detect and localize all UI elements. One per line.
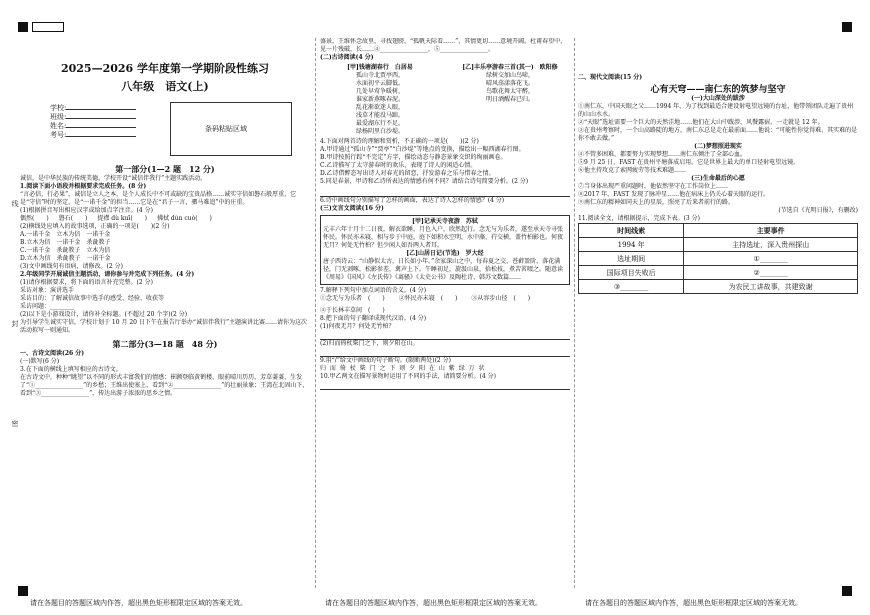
q2-item[interactable]: 采访问题：________ <box>20 303 75 310</box>
q1-passage: “言必信，行必果”，诚信是立人之本，是个人成长中不可或缺的宝贵品格……诚实守信如磐石般厚重，它是“守信”时的坚定，是“一诺千金”的担当……它是在“君子一言，驷马难追”中的庄重。 <box>20 191 297 206</box>
q1-sub2-option: D.立木为信 杀彘教子 一诺千金 <box>20 255 111 262</box>
blank[interactable]: 偶然( ) <box>20 215 49 222</box>
q1-sub2-option: C.一诺千金 杀彘教子 立木为信 <box>20 247 111 254</box>
q7-items <box>320 295 570 315</box>
q2-item: (1)请你根据要求，将下面的语言补充完整。(2 分) <box>20 279 153 286</box>
q4-prompt: 4.下面对两首诗的理解和赏析，不正确的一项是( )(2 分) <box>320 138 479 145</box>
paragraph: ⑥他主持攻克了索网疲劳等技术难题…… <box>578 167 687 174</box>
subheading-1: (一)大山深处的跋涉 <box>691 95 745 102</box>
classical-passages <box>320 215 570 285</box>
table-row: 国际项目失败后 ②________ <box>579 266 858 280</box>
q7-item[interactable]: ③从容步山径 ( ) <box>471 295 531 302</box>
q8-prompt: 8.把下面的句子翻译成现代汉语。(4 分) <box>320 315 427 322</box>
answer-line[interactable] <box>320 331 570 340</box>
timeline-table <box>578 223 858 294</box>
column-3 <box>578 38 858 586</box>
poem-1 <box>320 64 440 136</box>
q8-item: (2)归而倚杖柴门之下，则夕阳在山。 <box>320 340 419 347</box>
side-label-secret: 密 <box>11 420 19 427</box>
poem-2 <box>450 64 570 136</box>
poem-line: 乱花渐欲迷人眼， <box>355 104 404 111</box>
poem-line: 晴风荡漾落花飞。 <box>485 80 534 87</box>
q7-item[interactable]: ①念无与为乐者 ( ) <box>320 295 385 302</box>
poem-line: 绿杨阴里白沙堤。 <box>355 128 404 135</box>
poem-line: 最爱湖东行不足， <box>355 120 404 127</box>
q10-prompt: 10.甲乙两文在描写景物时运用了不同的手法，请简要分析。(4 分) <box>320 373 496 380</box>
footer-note: 请在各题目的答题区域内作答，超出黑色矩形框限定区域的答案无效。 <box>30 599 247 607</box>
poem-line: 明日酒醒春已归。 <box>485 96 534 103</box>
table-header: 主要事件 <box>684 224 858 238</box>
paragraph: ③在贵州考察时，一个山高路陡的地方，南仁东总是走在最前面……他说：“可能性你觉得难，其实难的是你不敢去做。” <box>578 127 858 142</box>
q2-item: 采访目的：了解诚信故事中选手的感受、经验、收获等 <box>20 295 165 302</box>
blank[interactable]: 捉襟 dù kuī( ) <box>97 215 147 222</box>
marker-box <box>32 22 64 32</box>
passage-a-title: [甲]记承天寺夜游 苏轼 <box>412 218 478 225</box>
paragraph: ⑧2017 年，FAST 发现了脉冲星……他在病床上仍关心着天眼的运行。 <box>578 191 770 198</box>
part1-heading: 第一部分(1—2 题 12 分) <box>115 164 215 174</box>
student-fields <box>50 104 160 140</box>
q4-option: D.乙诗借醉态写出诗人对春光的留恋，抒发游春之乐与惜春之情。 <box>320 170 495 177</box>
paragraph: ④不管多困难，都要努力实现梦想……南仁东倾注了全部心血。 <box>578 151 747 158</box>
q7-item[interactable]: ④于长林丰草间 ( ) <box>320 307 385 314</box>
q7-prompt: 7.解释下列句中加点词语的含义。(4 分) <box>320 287 427 294</box>
subject-title: 八年级 语文(上) <box>121 80 209 93</box>
q1-sub1: (1)根据拼音写出相应汉字或给加点字注音。(4 分) <box>20 207 153 214</box>
modern-section: 二、现代文阅读(15 分) <box>578 74 643 81</box>
blank[interactable]: 磐石( ) <box>58 215 88 222</box>
poem-line: 鸟歌花舞太守醉， <box>485 88 534 95</box>
q1-blanks <box>20 215 310 223</box>
poem-line: 谁家新燕啄春泥。 <box>355 96 404 103</box>
field-school[interactable]: 学校: <box>50 104 160 113</box>
exam-title: 2025—2026 学年度第一学期阶段性练习 <box>60 62 270 75</box>
q1-prompt: 1.阅读下面小语段并根据要求完成任务。(8 分) <box>20 183 147 190</box>
side-label-line: 线 <box>11 200 19 207</box>
q8-item: (1)何夜无月？何处无竹柏？ <box>320 323 395 330</box>
paragraph: ⑦当身体出现严重问题时，他依然坚守在工作岗位上…… <box>578 183 729 190</box>
registration-mark <box>18 586 28 596</box>
paragraph: ①南仁东，中国天眼之父……1994 年，为了找到最适合建设射电望远镜的台址，他带领团队走遍了贵州的山山水水。 <box>578 103 854 118</box>
side-label-seal: 封 <box>11 320 19 327</box>
info-area <box>20 100 310 164</box>
q11-prompt: 11.阅读全文，请根据提示，完成下表。(3 分) <box>578 215 700 222</box>
poem-2-title: [乙]丰乐亭游春三首(其一) 欧阳修 <box>462 64 558 71</box>
poem-line: 孤山寺北贾亭西， <box>355 72 404 79</box>
part2-section-1: 一、古诗文阅读(26 分) <box>20 350 85 357</box>
poem-line: 绿树交加山鸟啼， <box>485 72 534 79</box>
q6-prompt: 6.诗中画线句分别描写了怎样的画面，表达了诗人怎样的情感？(4 分) <box>320 197 505 204</box>
passage-b: 唐子西诗云：“山静似太古，日长如小年。”余家深山之中，每春夏之交，苍藓盈阶，落花满径，门无剥啄，松影参差，禽声上下。午睡初足，旋汲山泉，拾松枝，煮苦茗啜之。随意读《周易》《国风》《左氏传》《离骚》《太史公书》及陶杜诗、韩苏文数篇…… <box>323 258 564 281</box>
answer-line[interactable] <box>320 186 570 197</box>
classical-section: (三)文言文阅读(16 分) <box>320 205 384 212</box>
q9-text[interactable]: 归 而 倚 杖 柴 门 之 下 则 夕 阳 在 山 紫 绿 万 状 <box>320 365 486 372</box>
q2-item: 采访对象：演讲选手 <box>20 287 75 294</box>
q1-sub2-option: B.立木为信 一诺千金 杀彘教子 <box>20 239 111 246</box>
poems <box>320 64 570 136</box>
registration-mark <box>842 586 852 596</box>
q1-sub3: (3)文中画线句有语病，请修改。(2 分) <box>20 263 123 270</box>
column-1 <box>20 38 310 586</box>
field-name[interactable]: 姓名: <box>50 122 160 131</box>
blank[interactable]: 拂拭 dùn cuò( ) <box>157 215 212 222</box>
q1-sub2: (2)横线处应填入的故事选项，正确的一项是( )(2 分) <box>20 223 170 230</box>
q1-sub2-option: A.一诺千金 立木为信 一诺千金 <box>20 231 111 238</box>
subheading-2: (二)梦想照进现实 <box>694 143 742 150</box>
q3-prompt: 3.在下面的横线上填写相应的古诗文。 <box>20 366 122 373</box>
q7-item[interactable]: ②怀民亦未寝 ( ) <box>398 295 458 302</box>
part1-intro: 诚信，是中华民族的传统美德。学校开设“诚信伴我行”主题实践活动。 <box>20 175 207 182</box>
barcode-label: 条码粘贴区域 <box>205 125 247 133</box>
paragraph: ⑨南仁东的精神如同天上的星辰，照亮了后来者前行的路。 <box>578 199 735 206</box>
part2-heading: 第二部分(3—18 题 48 分) <box>112 339 218 349</box>
footer-note: 请在各题目的答题区域内作答，超出黑色矩形框限定区域的答案无效。 <box>585 599 802 607</box>
q4-option: B.甲诗按照行踪“不完定”方字，描绘动态与静态景象交织的绚丽画卷。 <box>320 154 507 161</box>
q9-prompt: 9.用“/”给文中画线的句子断句。(限断两处)(2 分) <box>320 357 451 364</box>
q3-continued[interactable]: 盛景，王维怀念故里，寻找翅膀，“孤帆天际看……”，其情更切……意境开阔。杜甫春望中，见一片残破，长……④________________，⑤________________。 <box>320 38 567 53</box>
poem-1-title: [甲]钱塘湖春行 白居易 <box>347 64 413 71</box>
field-class[interactable]: 班级: <box>50 113 160 122</box>
article-title: 心有天穹——南仁东的筑梦与坚守 <box>650 85 786 95</box>
q2-notice: 为引导学生诚实守信，学校计划于 10 月 20 日下午在报告厅举办“诚信伴我行”主题演讲比赛……请你为这次活动拟写一则通知。 <box>20 319 308 334</box>
table-row: ③________ 为农民工讲故事，共建致谢 <box>579 280 858 294</box>
poem-line: 浅草才能没马蹄。 <box>355 112 404 119</box>
poem-section: (二)古诗阅读(4 分) <box>320 54 374 61</box>
paragraph: ⑤9 月 25 日，FAST 在贵州平塘落成启用。它是世界上最大的单口径射电望远镜。 <box>578 159 800 166</box>
column-2 <box>320 38 570 586</box>
q3-text[interactable]: 在古诗文中，种种“眺望”以不同的形式丰富我们的情感：崔颢登临黄鹤楼，眼前晴川历历，芳草萋萋，生发了“①________________”的乡愁；王维出使塞上，看到“②________________”的壮丽景象；王湾在北固山下，看到“③________________”，传达出游子浓浓的思乡之情。 <box>20 374 309 397</box>
barcode-area <box>170 102 292 156</box>
poem-line: 水面初平云脚低。 <box>355 80 404 87</box>
answer-line[interactable] <box>320 381 570 390</box>
footer-note: 请在各题目的答题区域内作答，超出黑色矩形框限定区域的答案无效。 <box>325 599 542 607</box>
answer-line[interactable] <box>320 348 570 357</box>
field-id[interactable]: 考号: <box>50 131 160 140</box>
q2-prompt: 2.年级同学开展诚信主题活动，请你参与并完成下列任务。(4 分) <box>20 271 195 278</box>
poem-line: 几处早莺争暖树， <box>355 88 404 95</box>
table-row: 选址期间 ①________ <box>579 252 858 266</box>
registration-mark <box>18 22 28 32</box>
table-row: 1994 年 主持选址，深入贵州探山 <box>579 238 858 252</box>
registration-mark <box>842 22 852 32</box>
q4-option: A.甲诗通过“孤山寺”“贾亭”“白沙堤”等地点的变换，描绘出一幅西湖春行图。 <box>320 146 525 153</box>
passage-a: 元丰六年十月十二日夜，解衣欲睡，月色入户，欣然起行。念无与为乐者，遂至承天寺寻张怀民。怀民亦未寝，相与步于中庭。庭下如积水空明，水中藻、荇交横，盖竹柏影也。何夜无月？何处无竹柏？但少闲人如吾两人者耳。 <box>323 226 564 249</box>
paragraph: ②“天眼”选址需要一个巨大的天然洼地……他们在大山中跋涉，风餐露宿，一走就是 12 年。 <box>578 119 824 126</box>
subheading-3: (三)生命最后的心愿 <box>691 175 745 182</box>
source-note: (节选自《光明日报》，有删改) <box>778 207 858 214</box>
q2-item: (2)以下是小游戏设计，请你补全标题。(不超过 20 个字)(2 分) <box>20 311 188 318</box>
passage-b-title: [乙]山居日记(节选) 罗大经 <box>406 250 484 257</box>
table-header: 时间线索 <box>579 224 684 238</box>
q4-option: C.乙诗描写了太守游春时的欢乐，表现了诗人的闲适心情。 <box>320 162 477 169</box>
part2-sub-a: (一)默写(6 分) <box>20 358 60 365</box>
q5-prompt: 5.同是春景，甲诗和乙诗所表达的情感有何不同？请结合诗句简要分析。(2 分) <box>320 178 529 185</box>
